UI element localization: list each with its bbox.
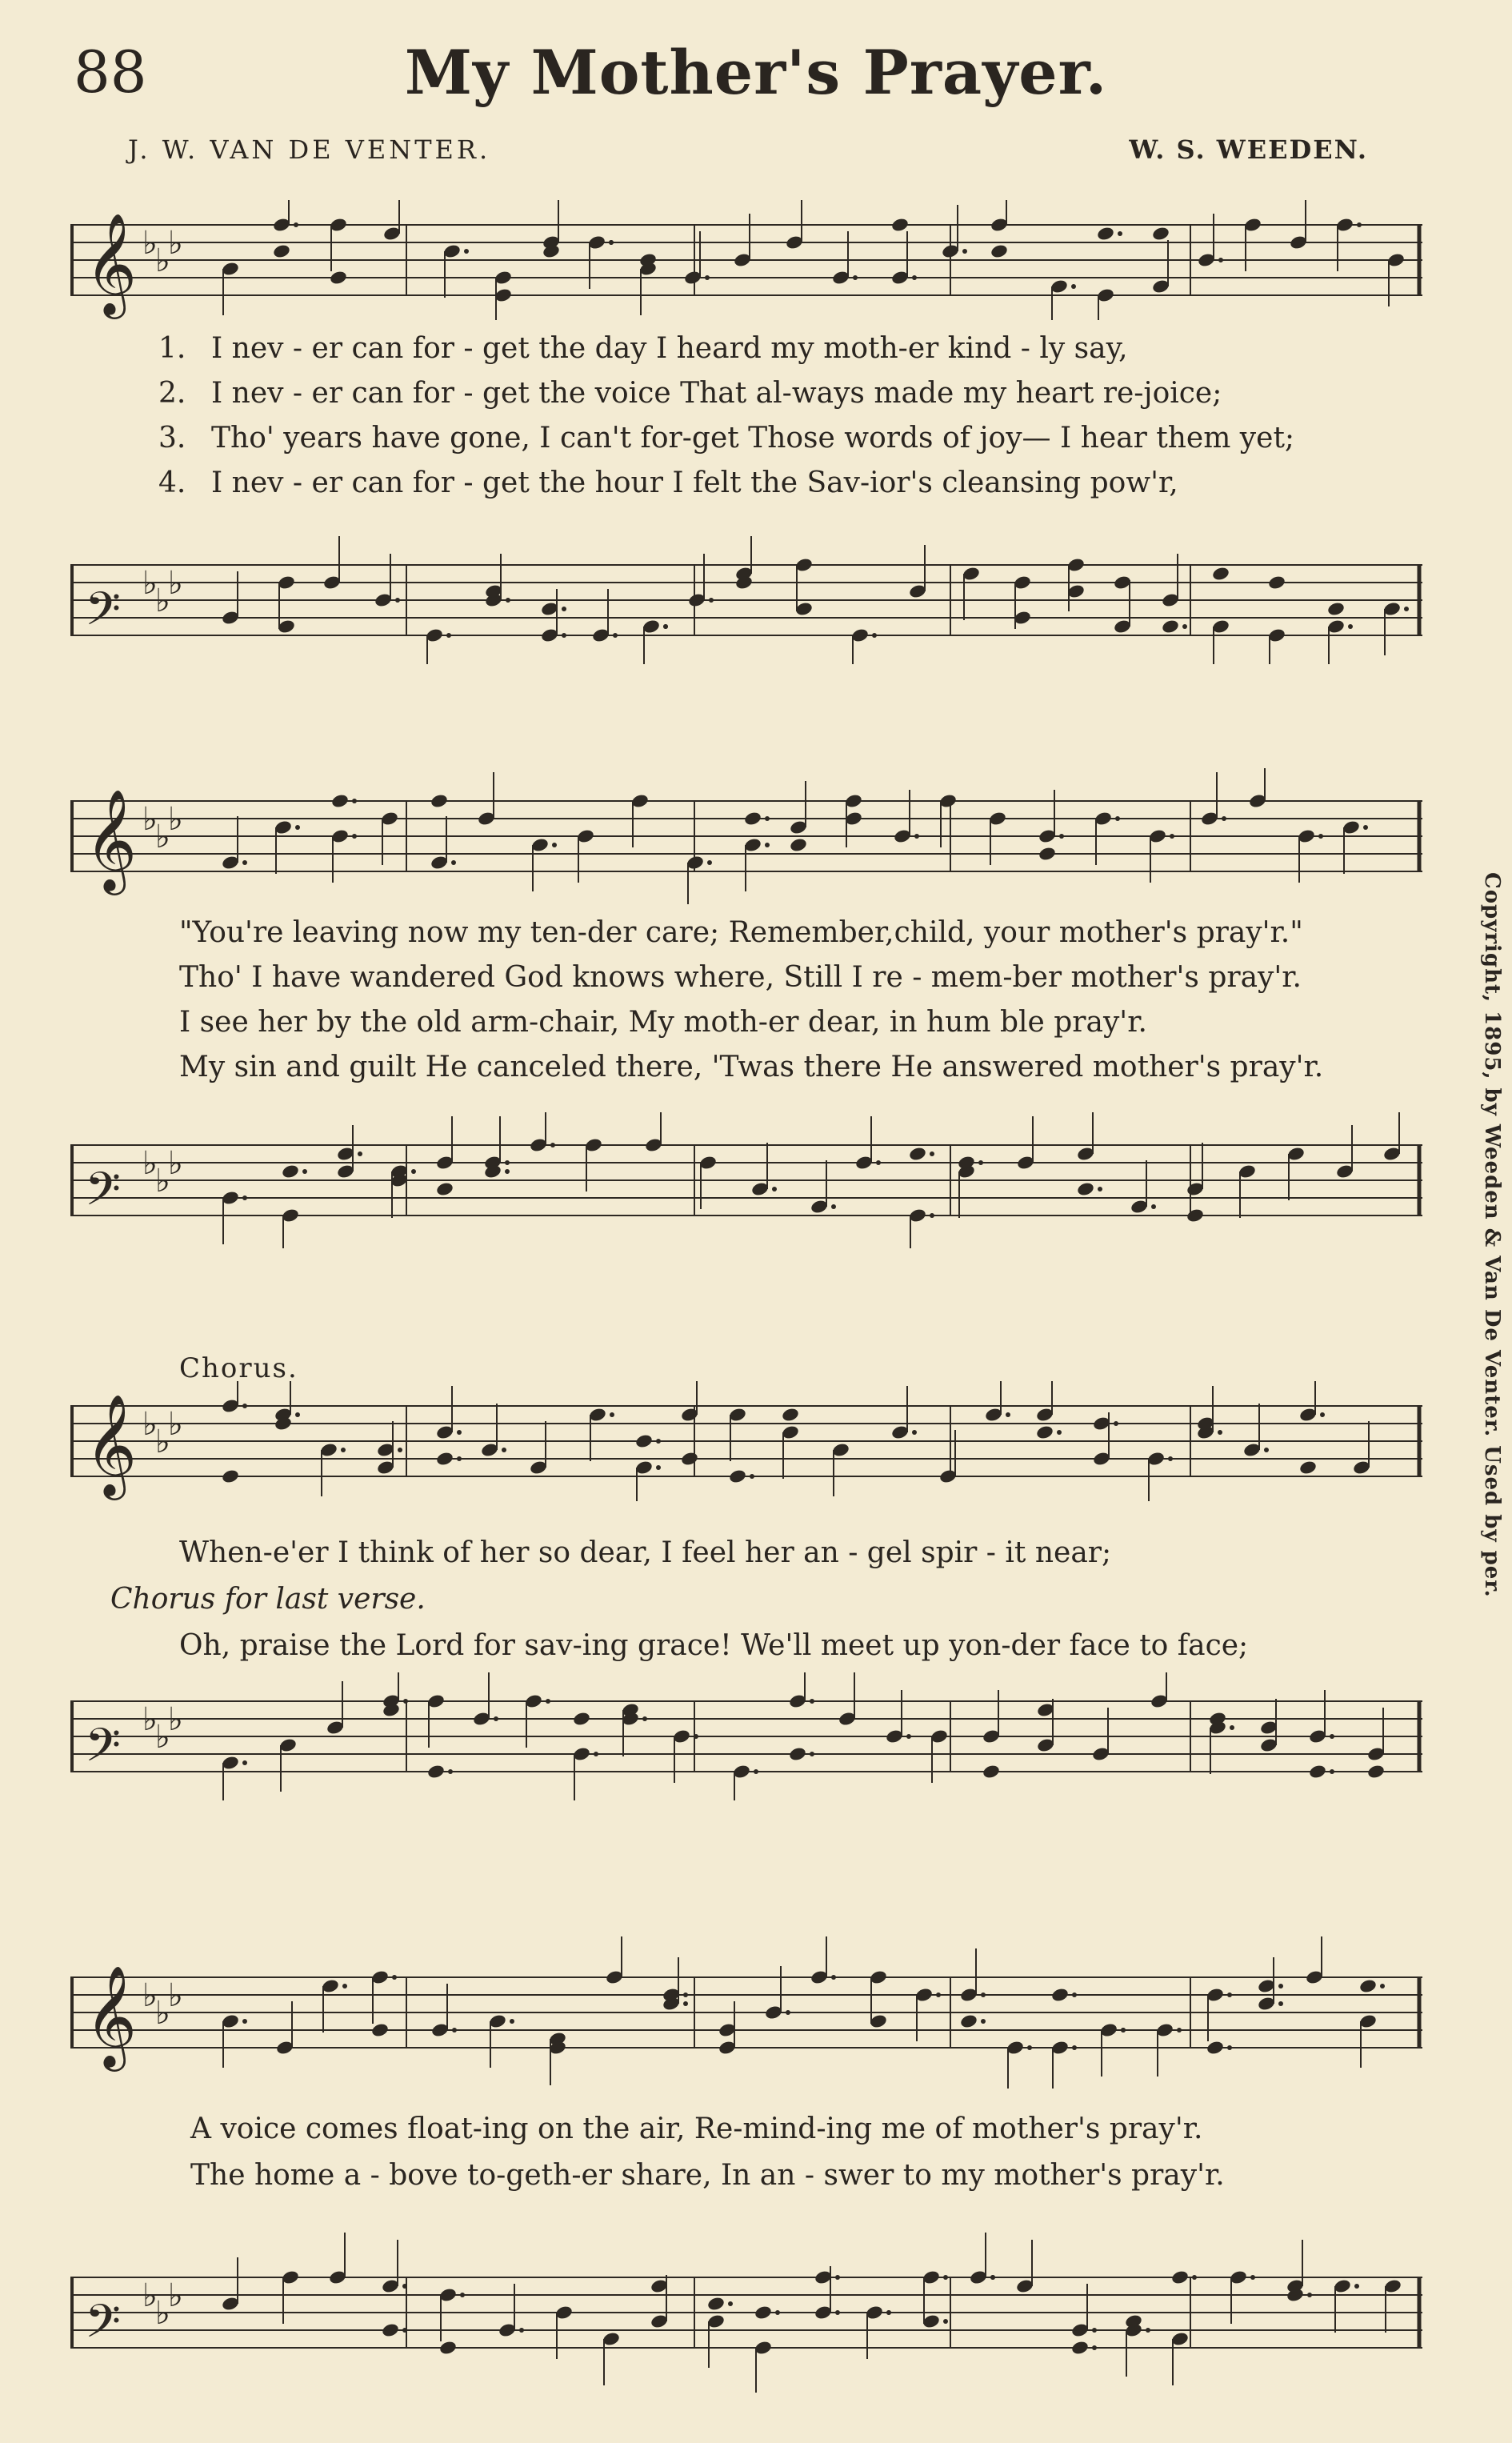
- bass-staff-3: [70, 1672, 1422, 1800]
- svg-text:♭: ♭: [155, 1163, 170, 1199]
- verse-line-3: 3. Tho' years have gone, I can't for-get Those words of joy— I hear them yet;: [158, 422, 1295, 455]
- svg-text:♭: ♭: [155, 2295, 170, 2332]
- svg-text:𝄢: 𝄢: [85, 1162, 122, 1228]
- bass-staff-1: [70, 536, 1422, 664]
- svg-text:𝄢: 𝄢: [85, 582, 122, 647]
- svg-text:𝄞: 𝄞: [85, 212, 138, 314]
- svg-text:♭: ♭: [142, 1145, 158, 1182]
- copyright-notice: Copyright, 1895, by Weeden & Van De Venter. Used by per.: [1480, 872, 1504, 1598]
- svg-text:♭: ♭: [142, 1977, 158, 2014]
- bass-staff-2: [70, 1112, 1422, 1248]
- svg-text:♭: ♭: [168, 225, 183, 262]
- verse-line-7: I see her by the old arm-chair, My moth-er dear, in hum ble pray'r.: [179, 1006, 1147, 1039]
- svg-text:𝄞: 𝄞: [85, 788, 138, 891]
- svg-text:♭: ♭: [142, 225, 158, 262]
- last-verse-chorus-label: Chorus for last verse.: [110, 1583, 426, 1616]
- svg-text:𝄞: 𝄞: [85, 1964, 138, 2067]
- svg-text:♭: ♭: [168, 1977, 183, 2014]
- svg-text:♭: ♭: [155, 583, 170, 619]
- verse-line-2: 2. I nev - er can for - get the voice That al-ways made my heart re-joice;: [158, 377, 1222, 410]
- hymn-title: My Mother's Prayer.: [404, 37, 1108, 108]
- svg-text:♭: ♭: [168, 1145, 183, 1182]
- verse-line-8: My sin and guilt He canceled there, 'Twas there He answered mother's pray'r.: [179, 1051, 1324, 1083]
- svg-text:𝄢: 𝄢: [85, 2294, 122, 2360]
- treble-staff-2: [70, 768, 1422, 904]
- verse-line-5: "You're leaving now my ten-der care; Remember,child, your mother's pray'r.": [179, 916, 1303, 949]
- svg-text:♭: ♭: [168, 801, 183, 838]
- svg-text:♭: ♭: [168, 1701, 183, 1738]
- verse-line-1: 1. I nev - er can for - get the day I heard my moth-er kind - ly say,: [158, 332, 1128, 365]
- svg-text:♭: ♭: [142, 1701, 158, 1738]
- verse-line-6: Tho' I have wandered God knows where, Still I re - mem-ber mother's pray'r.: [179, 961, 1302, 994]
- svg-text:♭: ♭: [155, 819, 170, 855]
- verse-line-4: 4. I nev - er can for - get the hour I felt the Sav-ior's cleansing pow'r,: [158, 467, 1178, 499]
- svg-text:♭: ♭: [168, 2277, 183, 2314]
- svg-text:♭: ♭: [155, 1719, 170, 1756]
- chorus-line-2: Oh, praise the Lord for sav-ing grace! We'll meet up yon-der face to face;: [179, 1629, 1249, 1662]
- chorus-line-1: When-e'er I think of her so dear, I feel her an - gel spir - it near;: [179, 1536, 1112, 1569]
- svg-text:♭: ♭: [142, 565, 158, 602]
- svg-text:♭: ♭: [155, 1995, 170, 2032]
- music-system-3: [70, 1352, 1422, 1800]
- svg-text:♭: ♭: [142, 1406, 158, 1443]
- chorus-label: Chorus.: [179, 1352, 298, 1384]
- svg-text:♭: ♭: [142, 2277, 158, 2314]
- music-system-1: [70, 184, 1422, 680]
- treble-staff-1: [70, 200, 1422, 320]
- composer: W. S. WEEDEN.: [1129, 134, 1368, 165]
- svg-text:♭: ♭: [142, 801, 158, 838]
- chorus-line-3: A voice comes float-ing on the air, Re-mind-ing me of mother's pray'r.: [190, 2113, 1203, 2145]
- treble-staff-4: [70, 1936, 1422, 2089]
- treble-staff-3: [70, 1381, 1422, 1501]
- svg-text:♭: ♭: [155, 1424, 170, 1460]
- music-system-4: [70, 1920, 1422, 2417]
- svg-text:𝄢: 𝄢: [85, 1718, 122, 1784]
- svg-text:𝄞: 𝄞: [85, 1393, 138, 1496]
- page-number: 88: [74, 38, 147, 106]
- bass-staff-4: [70, 2233, 1422, 2393]
- svg-text:♭: ♭: [168, 1406, 183, 1443]
- svg-text:♭: ♭: [155, 242, 170, 279]
- music-system-2: [70, 768, 1422, 1280]
- svg-text:♭: ♭: [168, 565, 183, 602]
- lyricist: J. W. VAN DE VENTER.: [128, 134, 491, 165]
- chorus-line-4: The home a - bove to-geth-er share, In an - swer to my mother's pray'r.: [190, 2159, 1225, 2192]
